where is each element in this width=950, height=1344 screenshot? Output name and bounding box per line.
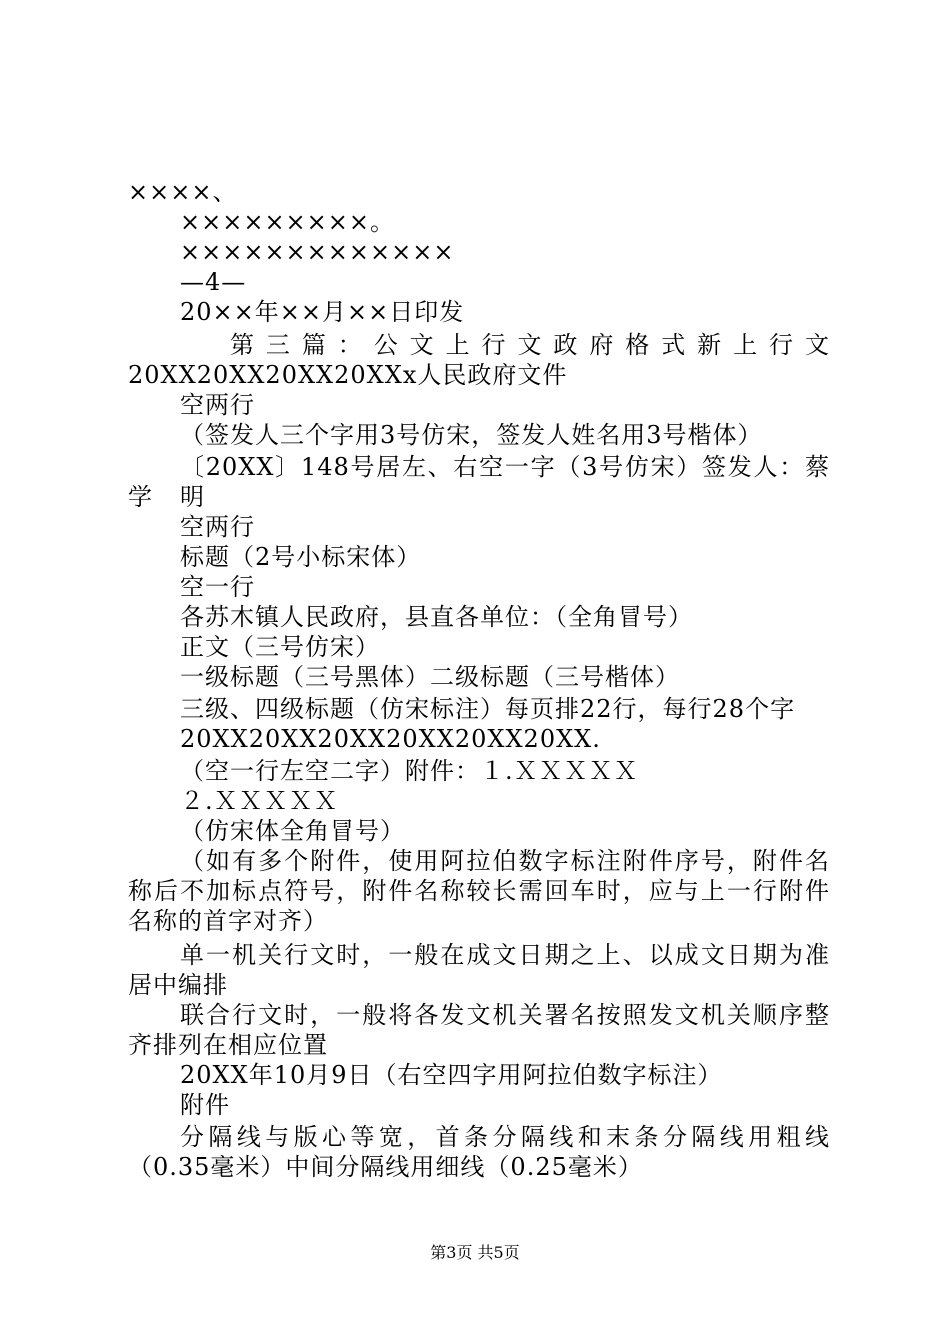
text-line: 20××年××月××日印发 [180, 298, 465, 326]
text-line: 分隔线与版心等宽，首条分隔线和末条分隔线用粗线 [180, 1123, 830, 1151]
text-line: 20XX20XX20XX20XXx人民政府文件 [128, 361, 568, 389]
text-line: 居中编排 [128, 971, 228, 999]
text-line: 三级、四级标题（仿宋标注）每页排22行，每行28个字 [180, 695, 796, 723]
text-line: 空一行 [180, 573, 255, 601]
text-line: 学 [128, 483, 153, 511]
text-line: ×××××××××。 [180, 208, 395, 236]
text-line: 齐排列在相应位置 [128, 1031, 328, 1059]
text-line: （0.35毫米）中间分隔线用细线（0.25毫米） [128, 1153, 643, 1181]
text-line: ２.ＸＸＸＸＸ [180, 787, 339, 815]
text-line: （空一行左空二字）附件：１.ＸＸＸＸＸ [180, 757, 639, 785]
text-line: 空两行 [180, 513, 255, 541]
text-line: 正文（三号仿宋） [180, 633, 380, 661]
text-line: 一级标题（三号黑体）二级标题（三号楷体） [180, 663, 680, 691]
text-line: （仿宋体全角冒号） [180, 817, 405, 845]
text-line: （如有多个附件，使用阿拉伯数字标注附件序号，附件名 [180, 847, 830, 875]
text-line: 联合行文时，一般将各发文机关署名按照发文机关顺序整 [180, 1001, 830, 1029]
text-line: 各苏木镇人民政府，县直各单位：（全角冒号） [180, 603, 693, 631]
text-line: 20XX20XX20XX20XX20XX20XX. [180, 725, 601, 753]
text-line: ××××、 [128, 178, 238, 206]
text-line: 标题（2号小标宋体） [180, 543, 422, 571]
text-line: （签发人三个字用3号仿宋，签发人姓名用3号楷体） [180, 421, 763, 449]
text-line: 称后不加标点符号，附件名称较长需回车时，应与上一行附件 [128, 877, 830, 905]
text-line: 空两行 [180, 391, 255, 419]
text-line: 附件 [180, 1091, 230, 1119]
text-line: ××××××××××××× [180, 238, 455, 266]
text-line: 单一机关行文时，一般在成文日期之上、以成文日期为准 [180, 941, 830, 969]
text-line: 〔20XX〕148号居左、右空一字（3号仿宋）签发人：蔡明 [180, 453, 830, 511]
page-number-footer: 第3页 共5页 [430, 1243, 520, 1262]
text-line: —4— [180, 268, 247, 296]
text-line: 20XX年10月9日（右空四字用阿拉伯数字标注） [180, 1061, 723, 1089]
text-line: 名称的首字对齐） [128, 907, 328, 935]
section-heading: 第三篇：公文上行文政府格式新上行文 [230, 331, 830, 359]
